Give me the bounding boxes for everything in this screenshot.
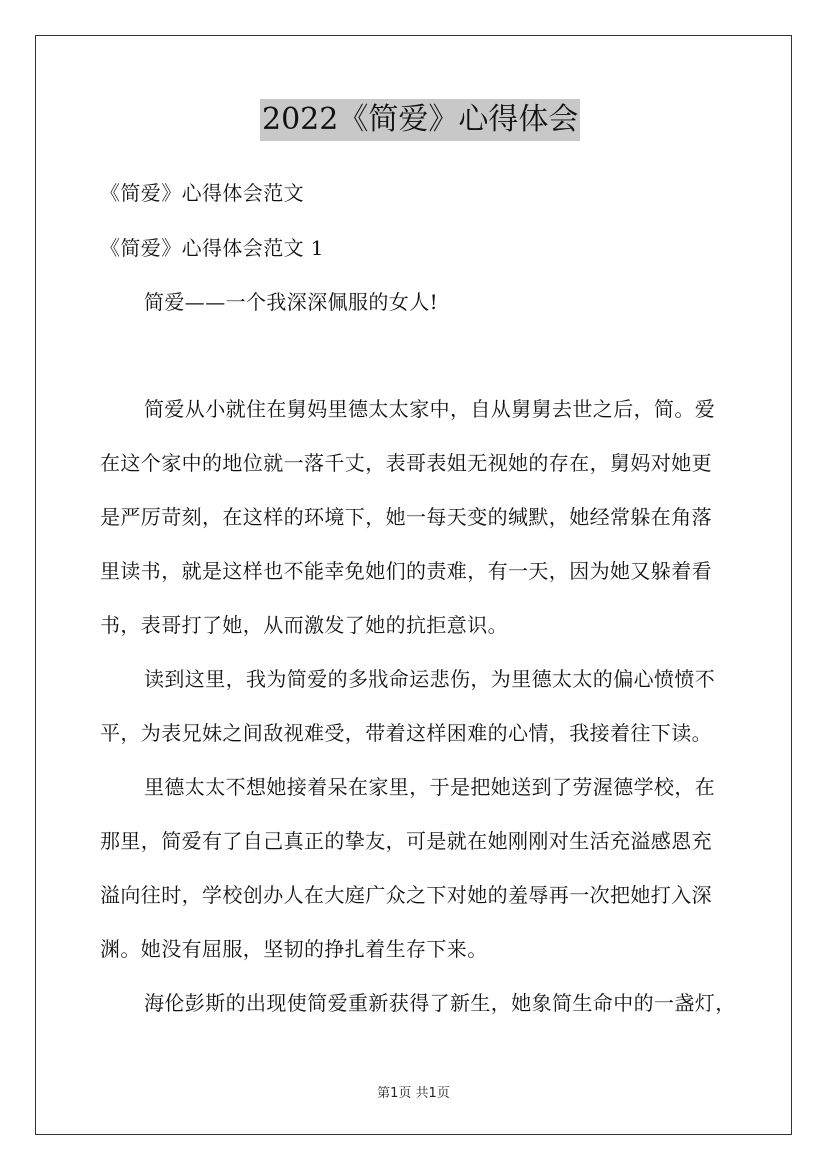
subheading-1: 《简爱》心得体会范文	[100, 181, 304, 205]
subheading-2: 《简爱》心得体会范文 1	[100, 236, 324, 260]
paragraph-line: 里德太太不想她接着呆在家里，于是把她送到了劳渥德学校，在	[144, 775, 716, 799]
paragraph-line: 平，为表兄妹之间敌视难受，带着这样困难的心情，我接着往下读。	[100, 721, 712, 745]
intro-line: 简爱——一个我深深佩服的女人!	[144, 290, 439, 314]
paragraph-line: 简爱从小就住在舅妈里德太太家中，自从舅舅去世之后，简。爱	[144, 397, 716, 421]
page-footer: 第1页 共1页	[377, 1086, 450, 1101]
paragraph-line: 海伦彭斯的出现使简爱重新获得了新生，她象简生命中的一盏灯，	[144, 991, 736, 1015]
paragraph-line: 溢向往时，学校创办人在大庭广众之下对她的羞辱再一次把她打入深	[100, 883, 712, 907]
paragraph-line: 书，表哥打了她，从而激发了她的抗拒意识。	[100, 613, 508, 637]
paragraph-line: 渊。她没有屈服，坚韧的挣扎着生存下来。	[100, 937, 488, 961]
paragraph-line: 里读书，就是这样也不能幸免她们的责难，有一天，因为她又躲着看	[100, 559, 712, 583]
paragraph-line: 那里，简爱有了自己真正的挚友，可是就在她刚刚对生活充溢感恩充	[100, 829, 712, 853]
paragraph-line: 在这个家中的地位就一落千丈，表哥表姐无视她的存在，舅妈对她更	[100, 451, 712, 475]
paragraph-line: 是严厉苛刻，在这样的环境下，她一每天变的缄默，她经常躲在角落	[100, 505, 712, 529]
document-title: 2022《简爱》心得体会	[260, 99, 580, 141]
paragraph-line: 读到这里，我为简爱的多戕命运悲伤，为里德太太的偏心愤愤不	[144, 667, 716, 691]
